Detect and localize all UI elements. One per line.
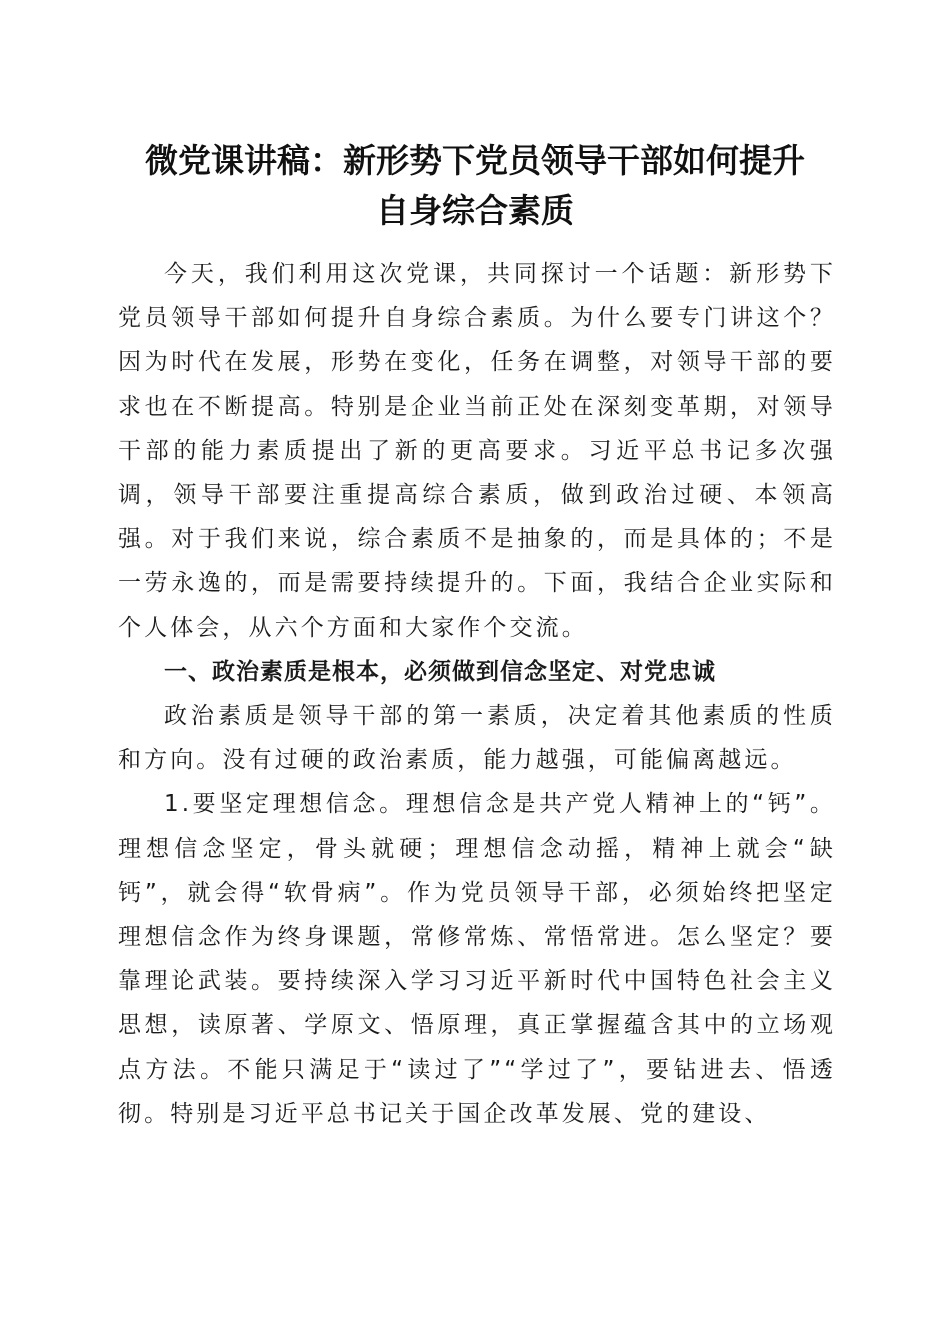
document-title: [100, 136, 850, 236]
section-paragraph-2: 1.要坚定理想信念。理想信念是共产党人精神上的“钙”。理想信念坚定，骨头就硬；理想信念动摇，精神上就会“缺钙”，就会得“软骨病”。作为党员领导干部，必须始终把坚定理想信念作为终身课题，常修常炼、常悟常进。怎么坚定？要靠理论武装。要持续深入学习习近平新时代中国特色社会主义思想，读原著、学原文、悟原理，真正掌握蕴含其中的立场观点方法。不能只满足于“读过了”“学过了”，要钻进去、悟透彻。特别是习近平总书记关于国企改革发展、党的建设、: [118, 791, 836, 1127]
title-line-1: 微党课讲稿：新形势下党员领导干部如何提升: [145, 141, 805, 180]
title-line-2: 自身综合素质: [376, 191, 574, 230]
document-body: [118, 252, 836, 1136]
intro-paragraph: 今天，我们利用这次党课，共同探讨一个话题：新形势下党员领导干部如何提升自身综合素质。为什么要专门讲这个？因为时代在发展，形势在变化，任务在调整，对领导干部的要求也在不断提高。特别是企业当前正处在深刻变革期，对领导干部的能力素质提出了新的更高要求。习近平总书记多次强调，领导干部要注重提高综合素质，做到政治过硬、本领高强。对于我们来说，综合素质不是抽象的，而是具体的；不是一劳永逸的，而是需要持续提升的。下面，我结合企业实际和个人体会，从六个方面和大家作个交流。: [118, 261, 836, 641]
section-paragraph-1: 政治素质是领导干部的第一素质，决定着其他素质的性质和方向。没有过硬的政治素质，能力越强，可能偏离越远。: [118, 703, 836, 774]
section-heading-1: 一、政治素质是根本，必须做到信念坚定、对党忠诚: [164, 658, 716, 685]
